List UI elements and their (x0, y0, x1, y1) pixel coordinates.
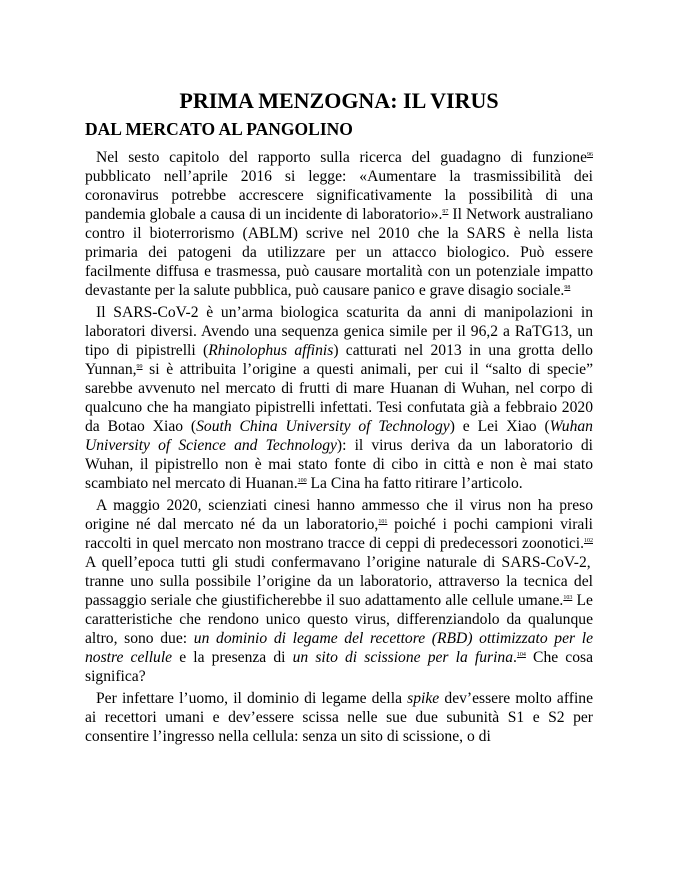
text: pubblicato nell’aprile 2016 si legge: «Aumentare la trasmissibilità dei coronavirus potrebbe accrescere significativamente la possibilità di una pandemia globale a causa di un incidente di laboratorio». (85, 168, 593, 223)
text: Che cosa significa? (85, 649, 593, 685)
paragraph-4 (85, 689, 593, 746)
italic-text: spike (407, 690, 440, 707)
text: poiché i pochi campioni virali raccolti in quel mercato non mostrano tracce di ceppi di predecessori zoonotici. (85, 516, 593, 552)
text: Il Network australiano contro il bioterrorismo (ABLM) scrive nel 2010 che la SARS è nella lista primaria dei patogeni da utilizzare per un attacco biologico. Può essere facilmente diffusa e trasmessa, può causare mortalità con un potenziale impatto devastante per la salute pubblica, può causare panico e grave disagio sociale. (85, 206, 593, 299)
text: Per infettare l’uomo, il dominio di legame della (96, 690, 408, 707)
text: La Cina ha fatto ritirare l’articolo. (306, 475, 523, 492)
footnote-ref[interactable]: 98 (564, 285, 571, 291)
italic-text: Rhinolophus affinis (208, 342, 334, 359)
book-page (85, 86, 593, 749)
paragraph-2 (85, 303, 593, 493)
footnote-ref[interactable]: 96 (587, 152, 593, 158)
footnote-ref[interactable]: 97 (442, 209, 449, 215)
section-heading: DAL MERCATO AL PANGOLINO (85, 119, 353, 139)
italic-text: un dominio di legame del recettore (RBD) ottimizzato per le nostre cellule (85, 630, 593, 666)
footnote-ref[interactable]: 99 (136, 364, 143, 370)
text: Nel sesto capitolo del rapporto sulla ricerca del guadagno di funzione (96, 149, 587, 166)
footnote-ref[interactable]: 101 (378, 519, 388, 525)
footnote-ref[interactable]: 100 (297, 478, 307, 484)
footnote-ref[interactable]: 103 (563, 595, 573, 601)
text: dev’essere molto affine ai recettori umani e dev’essere scissa nelle sue due subunità S1 e S2 per consentire l’ingresso nella cellula: senza un sito di scissione, o di (85, 690, 594, 745)
text: A maggio 2020, scienziati cinesi hanno ammesso che il virus non ha preso origine né dal mercato né da un laboratorio, (85, 497, 593, 533)
italic-text: Wuhan University of Science and Technology (85, 418, 593, 454)
text: Le caratteristiche che rendono unico questo virus, differenziandolo da qualunque altro, sono due: (85, 592, 593, 647)
footnote-ref[interactable]: 104 (516, 652, 526, 658)
footnote-ref[interactable]: 102 (584, 538, 593, 544)
text: . (513, 649, 517, 666)
italic-text: un sito di scissione per la furina (292, 649, 513, 666)
text: Il SARS-CoV-2 è un’arma biologica scaturita da anni di manipolazioni in laboratori diversi. Avendo una sequenza genica simile per il 96,2 a RaTG13, un tipo di pipistrelli ( (85, 304, 593, 359)
text: ): il virus deriva da un laboratorio di Wuhan, il pipistrello non è mai stato fonte di cibo in città e non è mai stato scambiato nel mercato di Huanan. (85, 437, 593, 492)
text: ) e Lei Xiao ( (449, 418, 550, 435)
paragraph-3 (85, 496, 593, 686)
text: ) catturati nel 2013 in una grotta dello Yunnan, (85, 342, 593, 378)
chapter-title: PRIMA MENZOGNA: IL VIRUS (179, 88, 499, 113)
text: A quell’epoca tutti gli studi confermavano l’origine naturale di SARS-CoV-2, tranne uno sulla possibile l’origine da un laboratorio, attraverso la tecnica del passaggio seriale che giustificherebbe il suo adattamento alle cellule umane. (85, 554, 593, 609)
paragraph-1 (85, 148, 593, 300)
italic-text: South China University of Technology (196, 418, 450, 435)
text: si è attribuita l’origine a questi animali, per cui il “salto di specie” sarebbe avvenuto nel mercato di frutti di mare Huanan di Wuhan, nel corpo di qualcuno che ha mangiato pipistrelli infettati. Tesi confutata già a febbraio 2020 da Botao Xiao ( (85, 361, 593, 435)
text: e la presenza di (172, 649, 293, 666)
